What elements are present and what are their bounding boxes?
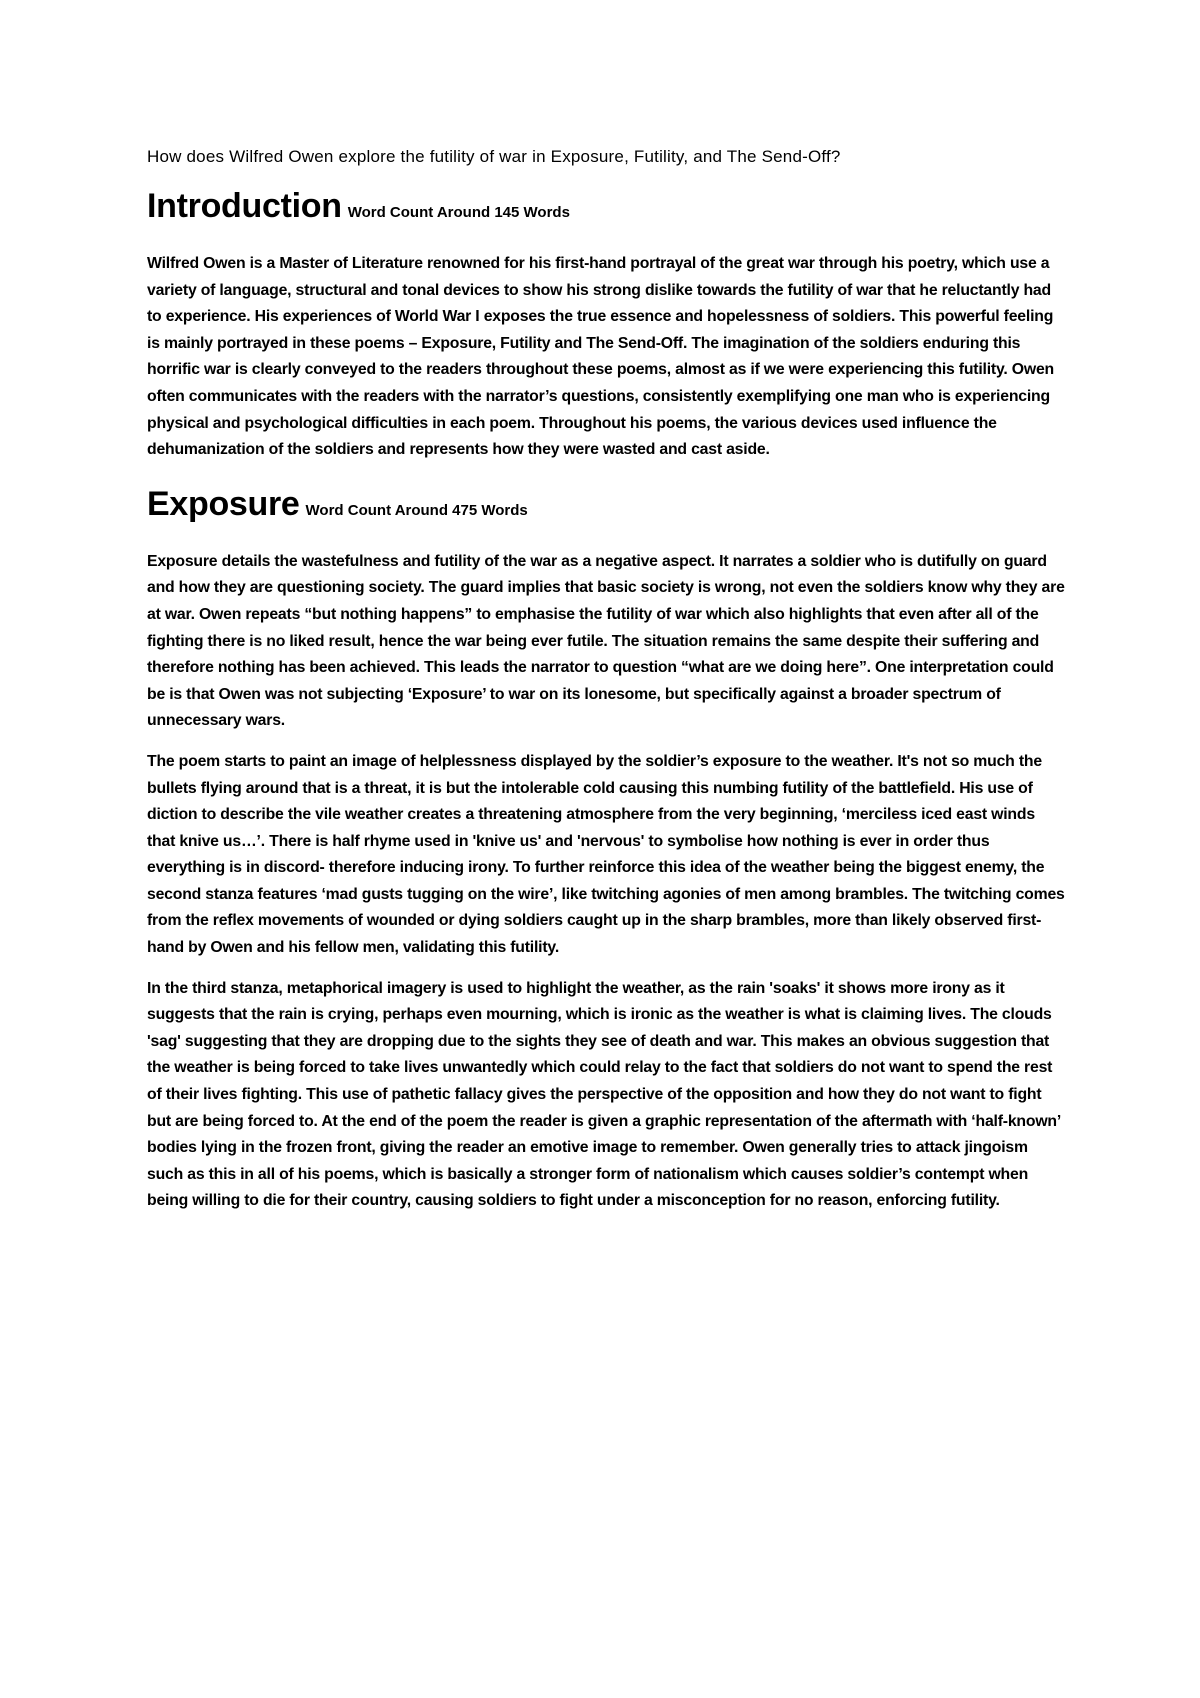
introduction-word-count: Word Count Around 145 Words xyxy=(347,204,570,221)
introduction-title: Introduction xyxy=(147,187,342,225)
exposure-paragraph-1: Exposure details the wastefulness and futility of the war as a negative aspect. It narrates a soldier who is dutifully on guard and how they are questioning society. The guard implies that basic society is wrong, not even the soldiers know why they are at war. Owen repeats “but nothing happens” to emphasise the futility of war which also highlights that even after all of the fighting there is no liked result, hence the war being ever futile. The situation remains the same despite their suffering and therefore nothing has been achieved. This leads the narrator to question “what are we doing here”. One interpretation could be is that Owen was not subjecting ‘Exposure’ to war on its lonesome, but specifically against a broader spectrum of unnecessary wars. xyxy=(147,552,1065,730)
document-body xyxy=(147,146,1067,1215)
exposure-word-count: Word Count Around 475 Words xyxy=(305,501,528,519)
exposure-heading xyxy=(147,482,1067,533)
exposure-paragraph-3: In the third stanza, metaphorical imagery is used to highlight the weather, as the rain 'soaks' it shows more irony as it suggests that the rain is crying, perhaps even mourning, which is ironic as the weather is what is claiming lives. The clouds 'sag' suggesting that they are dropping due to the sights they see of death and war. This makes an obvious suggestion that the weather is being forced to take lives unwantedly which could relay to the fact that soldiers do not want to spend the rest of their lives fighting. This use of pathetic fallacy gives the perspective of the opposition and how they do not want to fight but are being forced to. At the end of the poem the reader is given a graphic representation of the aftermath with ‘half-known’ bodies lying in the frozen front, giving the reader an emotive image to remember. Owen generally tries to attack jingoism such as this in all of his poems, which is basically a stronger form of nationalism which causes soldier’s contempt when being willing to die for their country, causing soldiers to fight under a misconception for no reason, enforcing futility. xyxy=(147,979,1061,1210)
introduction-heading xyxy=(147,184,1067,235)
exposure-paragraph-2: The poem starts to paint an image of helplessness displayed by the soldier’s exposure to the weather. It's not so much the bullets flying around that is a threat, it is but the intolerable cold causing this numbing futility of the battlefield. His use of diction to describe the vile weather creates a threatening atmosphere from the very beginning, ‘merciless iced east winds that knive us…’. There is half rhyme used in 'knive us' and 'nervous' to symbolise how nothing is ever in order thus everything is in discord- therefore inducing irony. To further reinforce this idea of the weather being the biggest enemy, the second stanza features ‘mad gusts tugging on the wire’, like twitching agonies of men among brambles. The twitching comes from the reflex movements of wounded or dying soldiers caught up in the sharp brambles, more than likely observed first-hand by Owen and his fellow men, validating this futility. xyxy=(147,752,1065,957)
exposure-title: Exposure xyxy=(147,484,300,523)
introduction-paragraph: Wilfred Owen is a Master of Literature renowned for his first-hand portrayal of the great war through his poetry, which use a variety of language, structural and tonal devices to show his strong dislike towards the futility of war that he reluctantly had to experience. His experiences of World War I exposes the true essence and hopelessness of soldiers. This powerful feeling is mainly portrayed in these poems – Exposure, Futility and The Send-Off. The imagination of the soldiers enduring this horrific war is clearly conveyed to the readers throughout these poems, almost as if we were experiencing this futility. Owen often communicates with the readers with the narrator’s questions, consistently exemplifying one man who is experiencing physical and psychological difficulties in each poem. Throughout his poems, the various devices used influence the dehumanization of the soldiers and represents how they were wasted and cast aside. xyxy=(147,255,1054,459)
essay-question: How does Wilfred Owen explore the futility of war in Exposure, Futility, and The Send-Off? xyxy=(147,147,841,166)
